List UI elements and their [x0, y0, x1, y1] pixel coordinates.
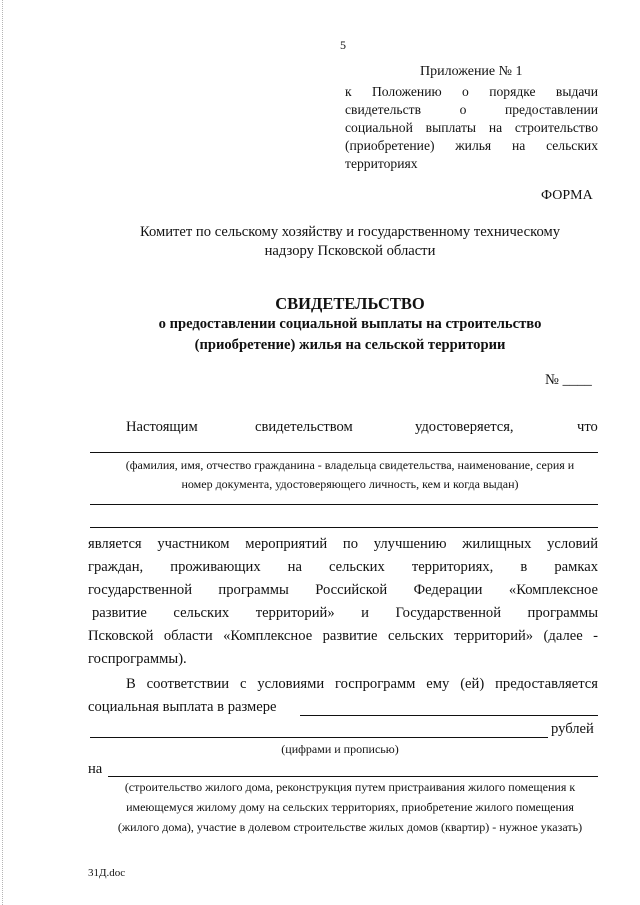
participant-line-1: является участником мероприятий по улучшению жилищных условий — [88, 536, 598, 552]
page-number: 5 — [340, 38, 346, 52]
holder-extra-line-2 — [90, 527, 598, 528]
certificate-subtitle-1: о предоставлении социальной выплаты на строительство — [158, 316, 542, 332]
payment-amount-line — [300, 715, 598, 716]
certificate-number: № ____ — [545, 372, 592, 388]
appendix-line-3: социальной выплаты на строительство — [345, 120, 598, 135]
participant-line-6: госпрограммы). — [88, 651, 187, 667]
intro-word-2: свидетельством — [255, 419, 353, 435]
intro-word-4: что — [577, 419, 598, 435]
payment-amount-line-2 — [90, 737, 548, 738]
scan-edge — [2, 0, 4, 905]
purpose-hint-3: (жилого дома), участие в долевом строительстве жилых домов (квартир) - нужное указать) — [117, 820, 583, 834]
intro-word-3: удостоверяется, — [415, 419, 514, 435]
appendix-line-2: свидетельств о предоставлении — [345, 102, 598, 117]
appendix-line-4: (приобретение) жилья на сельских — [345, 138, 598, 153]
appendix-line-1: к Положению о порядке выдачи — [345, 84, 598, 99]
purpose-hint-2: имеющемуся жилому дому на сельских территориях, приобретение жилого помещения — [126, 800, 574, 814]
committee-line-1: Комитет по сельскому хозяйству и государственному техническому — [139, 224, 561, 240]
appendix-title: Приложение № 1 — [420, 64, 523, 79]
holder-hint-2: номер документа, удостоверяющего личность, кем и когда выдан) — [181, 477, 519, 491]
payment-line-2: социальная выплата в размере — [88, 699, 277, 715]
committee-line-2: надзору Псковской области — [264, 243, 436, 259]
certificate-title: СВИДЕТЕЛЬСТВО — [275, 294, 425, 313]
appendix-line-5: территориях — [345, 156, 418, 171]
purpose-hint-1: (строительство жилого дома, реконструкция путем пристраивания жилого помещения к — [124, 780, 576, 794]
intro-word-1: Настоящим — [126, 419, 198, 435]
participant-line-3: государственной программы Российской Федерации «Комплексное — [88, 582, 598, 598]
participant-line-5: Псковской области «Комплексное развитие сельских территорий» (далее - — [88, 628, 598, 644]
purpose-on-label: на — [88, 761, 103, 777]
payment-amount-hint: (цифрами и прописью) — [281, 742, 399, 756]
participant-line-4: развитие сельских территорий» и Государственной программы — [92, 605, 598, 621]
form-label: ФОРМА — [541, 188, 593, 203]
holder-extra-line-1 — [90, 504, 598, 505]
participant-line-2: граждан, проживающих на сельских территориях, в рамках — [88, 559, 598, 575]
footer-file-name: 31Д.doc — [88, 867, 126, 879]
holder-name-line — [90, 452, 598, 453]
holder-hint-1: (фамилия, имя, отчество гражданина - владельца свидетельства, наименование, серия и — [125, 458, 575, 472]
payment-currency: рублей — [551, 721, 594, 737]
certificate-subtitle-2: (приобретение) жилья на сельской территории — [194, 337, 506, 353]
payment-line-1: В соответствии с условиями госпрограмм ему (ей) предоставляется — [126, 676, 598, 692]
